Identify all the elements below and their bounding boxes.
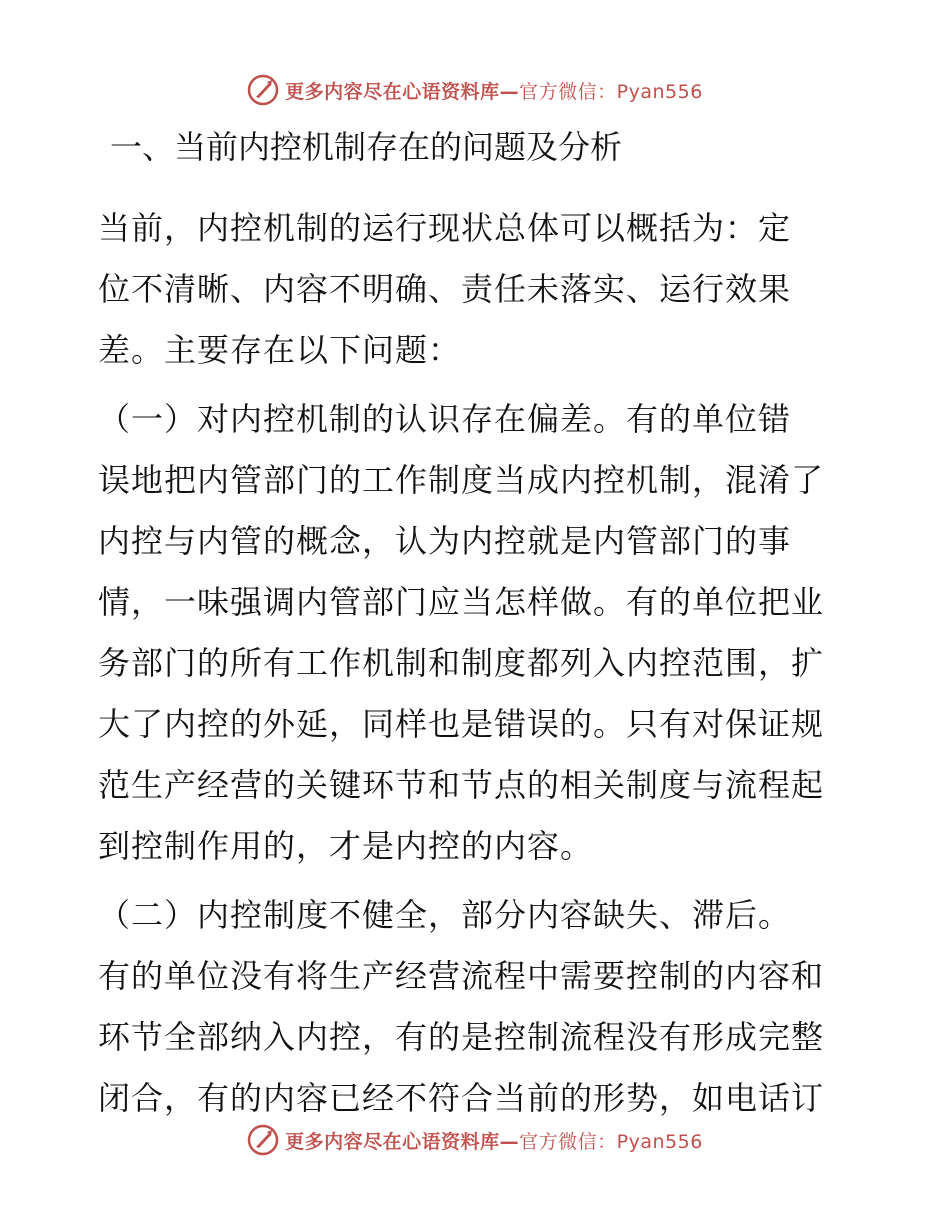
section-heading: 一、当前内控机制存在的问题及分析 (110, 128, 623, 166)
text-line: 务部门的所有工作机制和制度都列入内控范围，扩 (98, 644, 825, 682)
text-line: 范生产经营的关键环节和节点的相关制度与流程起 (98, 766, 825, 804)
paragraph-intro (98, 198, 858, 381)
text-line: 有的单位没有将生产经营流程中需要控制的内容和 (98, 957, 825, 995)
text-line: 到控制作用的，才是内控的内容。 (98, 827, 594, 865)
banner-text: 更多内容尽在心语资料库—官方微信：Pyan556 (285, 1130, 703, 1153)
text-line: 内控与内管的概念，认为内控就是内管部门的事 (98, 522, 792, 560)
text-line: 差。主要存在以下问题： (98, 331, 462, 369)
paragraph-issue-1 (98, 389, 858, 877)
text-line: 误地把内管部门的工作制度当成内控机制，混淆了 (98, 461, 825, 499)
paragraph-issue-2 (98, 885, 858, 1129)
footer-banner (0, 1120, 950, 1160)
banner-text: 更多内容尽在心语资料库—官方微信：Pyan556 (285, 80, 703, 103)
header-banner (0, 70, 950, 110)
text-line: 位不清晰、内容不明确、责任未落实、运行效果 (98, 270, 792, 308)
text-line: 大了内控的外延，同样也是错误的。只有对保证规 (98, 705, 825, 743)
text-line: 闭合，有的内容已经不符合当前的形势，如电话订 (98, 1079, 825, 1117)
document-body (98, 126, 858, 1137)
text-line: （一）对内控机制的认识存在偏差。有的单位错 (98, 400, 792, 438)
quill-logo-icon (247, 1124, 279, 1156)
text-line: 情，一味强调内管部门应当怎样做。有的单位把业 (98, 583, 825, 621)
text-line: 环节全部纳入内控，有的是控制流程没有形成完整 (98, 1018, 825, 1056)
quill-logo-icon (247, 74, 279, 106)
text-line: 当前，内控机制的运行现状总体可以概括为：定 (98, 209, 792, 247)
text-line: （二）内控制度不健全，部分内容缺失、滞后。 (98, 896, 792, 934)
